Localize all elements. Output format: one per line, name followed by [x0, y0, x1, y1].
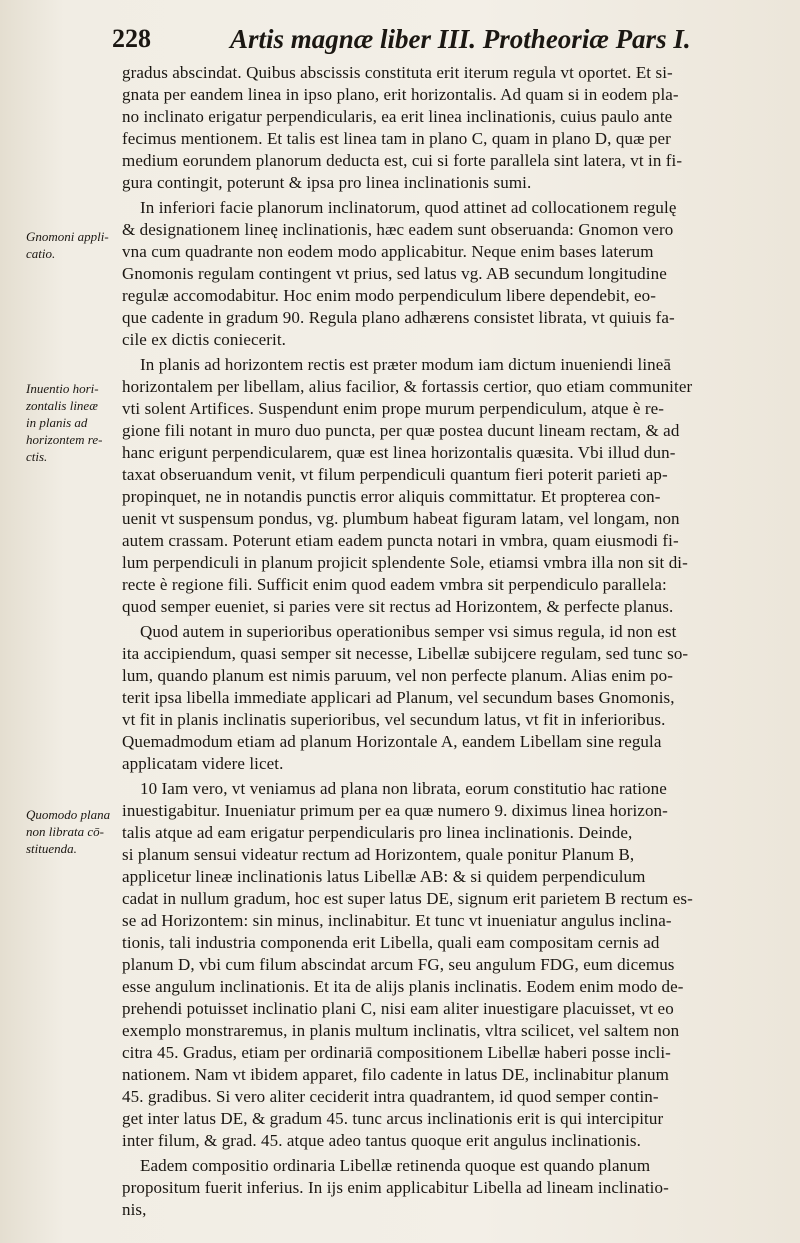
paragraph: [122, 778, 768, 1152]
margin-note-line: catio.: [26, 246, 56, 261]
text-line: citra 45. Gradus, etiam per ordinariā compositionem Libellæ haberi posse incli-: [122, 1043, 671, 1062]
text-line: que cadente in gradum 90. Regula plano adhærens consistet librata, vt quiuis fa-: [122, 308, 675, 327]
margin-note-gnomoni-applicatio: [26, 228, 122, 262]
paragraph: [122, 1155, 768, 1221]
text-line: 45. gradibus. Si vero aliter ceciderit intra quadrantem, id quod semper contin-: [122, 1087, 659, 1106]
text-line: recte è regione fili. Sufficit enim quod eadem vmbra sit perpendiculo parallela:: [122, 575, 667, 594]
text-line: no inclinato erigatur perpendicularis, ea erit linea inclinationis, cuius paulo ante: [122, 107, 673, 126]
text-line: ita accipiendum, quasi semper sit necesse, Libellæ subijcere regulam, sed tunc so-: [122, 644, 689, 663]
text-line: terit ipsa libella immediate applicari ad Planum, vel secundum bases Gnomonis,: [122, 688, 675, 707]
text-line: esse angulum inclinationis. Et ita de alijs planis inclinatis. Eodem enim modo de-: [122, 977, 684, 996]
text-line: inter filum, & grad. 45. atque adeo tantus quoque erit angulus inclinationis.: [122, 1131, 642, 1150]
text-line: gione fili notant in muro duo puncta, per quæ postea ducunt lineam rectam, & ad: [122, 421, 680, 440]
text-line: Eadem compositio ordinaria Libellæ retinenda quoque est quando planum: [140, 1156, 651, 1175]
text-line: exemplo monstraremus, in planis multum inclinatis, vltra scilicet, vel saltem non: [122, 1021, 680, 1040]
margin-note-line: Gnomoni appli-: [26, 229, 109, 244]
text-line: fecimus mentionem. Et talis est linea tam in plano C, quam in plano D, quæ per: [122, 129, 671, 148]
text-line: In planis ad horizontem rectis est præter modum iam dictum inueniendi lineā: [140, 355, 672, 374]
page-number: 228: [112, 24, 151, 53]
paragraph: [122, 354, 768, 618]
margin-note-line: in planis ad: [26, 415, 88, 430]
paragraph: [122, 62, 768, 194]
text-line: cile ex dictis coniecerit.: [122, 330, 287, 349]
text-line: planum D, vbi cum filum abscindat arcum FG, seu angulum FDG, eum dicemus: [122, 955, 675, 974]
text-line: propinquet, ne in notandis punctis error aliquis committatur. Et propterea con-: [122, 487, 661, 506]
margin-note-quomodo-plana: [26, 806, 122, 857]
margin-note-line: Inuentio hori-: [26, 381, 99, 396]
text-line: regulæ accomodabitur. Hoc enim modo perpendiculum libere dependebit, eo-: [122, 286, 657, 305]
paragraph: [122, 621, 768, 775]
text-line: vna cum quadrante non eodem modo applicabitur. Neque enim bases laterum: [122, 242, 654, 261]
text-line: hanc erigunt perpendicularem, quæ est linea horizontalis quæsita. Vbi illud dun-: [122, 443, 676, 462]
text-line: In inferiori facie planorum inclinatorum, quod attinet ad collocationem regulę: [140, 198, 677, 217]
text-line: 10 Iam vero, vt veniamus ad plana non librata, eorum constitutio hac ratione: [140, 779, 667, 798]
running-header: [112, 20, 772, 58]
margin-note-inuentio-horizontalis: [26, 380, 122, 465]
text-line: horizontalem per libellam, alius facilior, & fortassis certior, quo etiam communiter: [122, 377, 693, 396]
text-line: uenit vt suspensum pondus, vg. plumbum habeat figuram latam, vel longam, non: [122, 509, 680, 528]
text-line: prehendi potuisset inclinatio plani C, nisi eam aliter inuestigare placuisset, vt eo: [122, 999, 674, 1018]
body-text: [122, 62, 768, 1221]
text-line: nis,: [122, 1200, 147, 1219]
text-line: inuestigabitur. Inueniatur primum per ea quæ numero 9. diximus linea horizon-: [122, 801, 668, 820]
margin-note-line: Quomodo plana: [26, 807, 111, 822]
text-line: quod semper eueniet, si paries vere sit rectus ad Horizontem, & perfecte planus.: [122, 597, 674, 616]
text-line: vti solent Artifices. Suspendunt enim prope murum perpendiculum, atque è re-: [122, 399, 665, 418]
text-line: nationem. Nam vt ibidem apparet, filo cadente in latus DE, inclinabitur planum: [122, 1065, 669, 1084]
margin-note-line: non librata cō-: [26, 824, 104, 839]
text-line: applicetur lineæ inclinationis latus Libellæ AB: & si quidem perpendiculum: [122, 867, 646, 886]
text-line: Quod autem in superioribus operationibus semper vsi simus regula, id non est: [140, 622, 677, 641]
text-line: Quemadmodum etiam ad planum Horizontale A, eandem Libellam sine regula: [122, 732, 662, 751]
text-line: si planum sensui videatur rectum ad Horizontem, quale ponitur Planum B,: [122, 845, 635, 864]
text-line: gradus abscindat. Quibus abscissis constituta erit iterum regula vt oportet. Et si-: [122, 63, 673, 82]
text-line: se ad Horizontem: sin minus, inclinabitur. Et tunc vt inueniatur angulus inclina-: [122, 911, 672, 930]
text-line: lum perpendiculi in planum projicit splendente Sole, etiamsi vmbra illa non sit di-: [122, 553, 688, 572]
text-line: vt fit in planis inclinatis superioribus, vel secundum latus, vt fit in inferioribus.: [122, 710, 666, 729]
margin-note-line: ctis.: [26, 449, 48, 464]
paragraph: [122, 197, 768, 351]
text-line: gura contingit, poterunt & ipsa pro linea inclinationis sumi.: [122, 173, 532, 192]
margin-note-line: horizontem re-: [26, 432, 103, 447]
text-line: Gnomonis regulam contingent vt prius, sed latus vg. AB secundum longitudine: [122, 264, 667, 283]
text-line: autem crassam. Poterunt etiam eadem puncta notari in vmbra, quam eiusmodi fi-: [122, 531, 679, 550]
running-title: Artis magnæ liber III. Protheoriæ Pars I.: [230, 24, 691, 54]
text-line: cadat in nullum gradum, hoc est super latus DE, signum erit parietem B rectum es-: [122, 889, 693, 908]
text-line: propositum fuerit inferius. In ijs enim applicabitur Libella ad lineam inclinatio-: [122, 1178, 669, 1197]
text-line: get inter latus DE, & gradum 45. tunc arcus inclinationis erit is qui intercipitur: [122, 1109, 664, 1128]
text-line: taxat obseruandum venit, vt filum perpendiculi quantum fieri poterit parieti ap-: [122, 465, 668, 484]
text-line: talis atque ad eam erigatur perpendicularis pro linea inclinationis. Deinde,: [122, 823, 633, 842]
text-line: medium eorundem planorum deducta est, cui si forte parallela sint latera, vt in fi-: [122, 151, 683, 170]
text-line: gnata per eandem linea in ipso plano, erit horizontalis. Ad quam si in eodem pla-: [122, 85, 679, 104]
text-line: tionis, tali industria componenda erit Libella, quali eam compositam cernis ad: [122, 933, 660, 952]
text-line: & designationem lineę inclinationis, hæc eadem sunt obseruanda: Gnomon vero: [122, 220, 674, 239]
text-line: lum, quando planum est nimis paruum, vel non perfecte planum. Alias enim po-: [122, 666, 674, 685]
margin-note-line: stituenda.: [26, 841, 77, 856]
margin-note-line: zontalis lineæ: [26, 398, 98, 413]
text-line: applicatam videre licet.: [122, 754, 284, 773]
